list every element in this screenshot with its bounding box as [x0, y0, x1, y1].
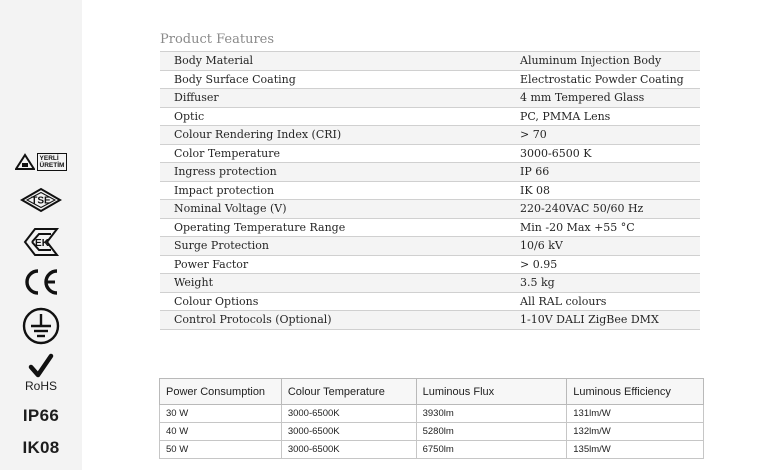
table-row: [160, 107, 700, 126]
earth-ground-icon: [21, 306, 61, 346]
table-row: [160, 199, 700, 218]
yerli-uretim-label: YERLİ ÜRETİM: [37, 153, 68, 171]
features-title: Product Features: [160, 32, 275, 47]
table-row: [160, 423, 704, 441]
yerli-uretim-badge: [0, 153, 82, 171]
header-power-consumption: Power Consumption: [160, 379, 282, 405]
feature-key: Body Surface Coating: [174, 72, 296, 86]
feature-key: Weight: [174, 276, 213, 289]
feature-value: 220-240VAC 50/60 Hz: [520, 202, 644, 215]
rohs-icon: [28, 353, 54, 379]
feature-value: > 70: [520, 128, 547, 141]
feature-key: Power Factor: [174, 257, 249, 271]
feature-key: Ingress protection: [174, 165, 277, 178]
performance-table: [159, 378, 704, 459]
table-row: [160, 292, 700, 311]
feature-value: 3000-6500 K: [520, 146, 592, 160]
ce-badge: [0, 267, 82, 297]
feature-key: Operating Temperature Range: [174, 220, 346, 234]
ip66-badge: [0, 406, 82, 426]
feature-key: Surge Protection: [174, 239, 269, 252]
colour-temp-cell: 3000-6500K: [281, 405, 416, 423]
table-row: [160, 88, 700, 107]
table-row: [160, 236, 700, 255]
feature-key: Colour Options: [174, 294, 259, 308]
table-row: [160, 441, 704, 459]
feature-value: > 0.95: [520, 257, 558, 271]
table-row: [160, 310, 700, 330]
feature-key: Nominal Voltage (V): [174, 202, 287, 215]
earth-ground-badge: [0, 306, 82, 346]
feature-value: IP 66: [520, 165, 550, 178]
product-features-section: [160, 30, 700, 330]
certification-sidebar: [0, 0, 82, 470]
tse-label: TSE: [31, 195, 51, 207]
table-row: [160, 144, 700, 163]
feature-value: Aluminum Injection Body: [520, 54, 662, 67]
ik08-badge: [0, 438, 82, 458]
feature-value: 10/6 kV: [520, 239, 563, 252]
feature-key: Control Protocols (Optional): [174, 313, 332, 326]
flux-cell: 5280lm: [416, 423, 567, 441]
ce-mark-icon: [21, 267, 61, 297]
efficiency-cell: 135lm/W: [567, 441, 704, 459]
flux-cell: 6750lm: [416, 441, 567, 459]
feature-value: PC, PMMA Lens: [520, 109, 611, 123]
table-row: [160, 181, 700, 200]
efficiency-cell: 131lm/W: [567, 405, 704, 423]
table-row: [160, 162, 700, 181]
feature-key: Body Material: [174, 54, 254, 67]
rohs-label: RoHS: [24, 379, 57, 393]
flux-cell: 3930lm: [416, 405, 567, 423]
efficiency-cell: 132lm/W: [567, 423, 704, 441]
power-cell: 30 W: [160, 405, 282, 423]
feature-value: All RAL colours: [520, 294, 607, 308]
power-cell: 50 W: [160, 441, 282, 459]
table-row: [160, 70, 700, 89]
tse-icon: [19, 186, 63, 214]
table-row: [160, 218, 700, 237]
rohs-badge: [0, 353, 82, 393]
ik08-icon: IK08: [22, 438, 60, 457]
enec-icon: [21, 225, 61, 259]
features-table: [160, 51, 700, 330]
feature-key: Optic: [174, 109, 205, 123]
feature-value: Electrostatic Powder Coating: [520, 72, 684, 86]
colour-temp-cell: 3000-6500K: [281, 441, 416, 459]
header-colour-temperature: Colour Temperature: [281, 379, 416, 405]
table-row: [160, 405, 704, 423]
header-luminous-flux: Luminous Flux: [416, 379, 567, 405]
feature-value: 1-10V DALI ZigBee DMX: [520, 313, 659, 326]
ip66-icon: IP66: [22, 406, 60, 425]
feature-key: Diffuser: [174, 91, 219, 104]
enec-badge: [0, 225, 82, 259]
table-header-row: [160, 379, 704, 405]
feature-key: Impact protection: [174, 183, 275, 197]
power-cell: 40 W: [160, 423, 282, 441]
feature-key: Color Temperature: [174, 146, 280, 160]
header-luminous-efficiency: Luminous Efficiency: [567, 379, 704, 405]
feature-key: Colour Rendering Index (CRI): [174, 128, 342, 141]
yerli-uretim-icon: [15, 153, 35, 171]
table-row: [160, 255, 700, 274]
table-row: [160, 125, 700, 144]
enec-label: EK: [35, 238, 49, 249]
colour-temp-cell: 3000-6500K: [281, 423, 416, 441]
feature-value: IK 08: [520, 183, 551, 197]
tse-badge: [0, 186, 82, 214]
feature-value: Min -20 Max +55 °C: [520, 220, 635, 234]
table-row: [160, 273, 700, 292]
feature-value: 3.5 kg: [520, 276, 555, 289]
feature-value: 4 mm Tempered Glass: [520, 91, 645, 104]
table-row: [160, 51, 700, 70]
